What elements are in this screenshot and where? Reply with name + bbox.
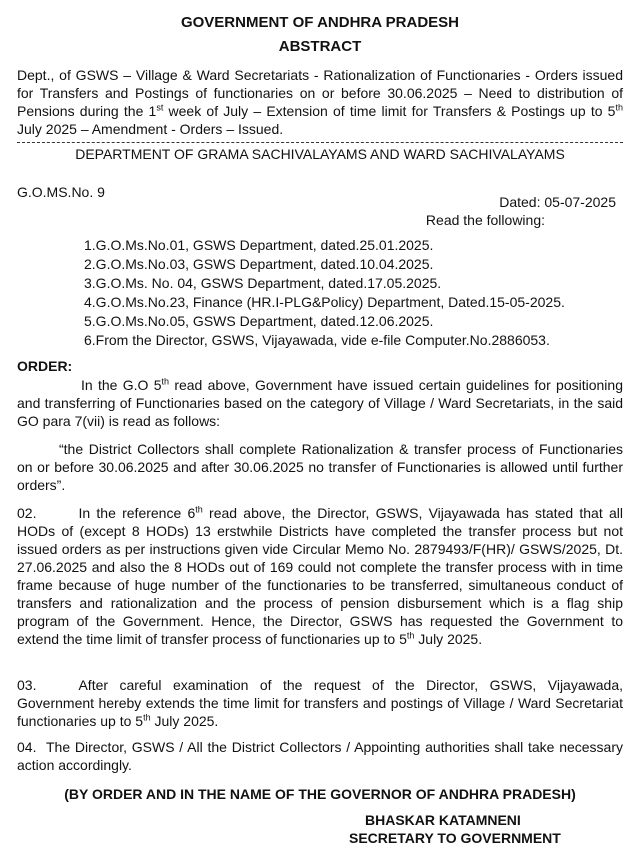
order-heading: ORDER: — [17, 358, 73, 374]
government-heading: GOVERNMENT OF ANDHRA PRADESH — [180, 14, 460, 31]
signatory-name: BHASKAR KATAMNENI — [365, 812, 521, 828]
read-following: Read the following: — [425, 212, 545, 228]
paragraph-3 — [17, 676, 623, 730]
list-item: 3.G.O.Ms. No. 04, GSWS Department, dated.17.05.2025. — [84, 275, 442, 291]
subject-paragraph — [17, 66, 623, 138]
list-item: 5.G.O.Ms.No.05, GSWS Department, dated.12.06.2025. — [84, 313, 434, 329]
paragraph-4 — [17, 738, 623, 774]
para2-text-b: read above, the Director, GSWS, Vijayawada has stated that all HODs of (except 8 HODs) 13 erstwhile Districts have completed the transfer process but not issued orders as per instructions given vide Circular Memo No. 2879493/F(HR)/ GSWS/2025, Dt. 27.06.2025 and also the 8 HODs out of 169 could not complete the transfer process with in time frame because of huge number of the functionaries to be transferred, simultaneous conduct of transfers and rationalization and the process of pension disbursement which is a flag ship program of the Government. Hence, the Director, GSWS has requested the Government to extend the time limit of transfer process of functionaries up to 5 — [17, 505, 623, 647]
department-name: DEPARTMENT OF GRAMA SACHIVALAYAMS AND WARD SACHIVALAYAMS — [75, 146, 565, 162]
para1-sup: th — [161, 376, 170, 387]
go-number: G.O.MS.No. 9 — [17, 184, 105, 200]
by-order-line: (BY ORDER AND IN THE NAME OF THE GOVERNOR OF ANDHRA PRADESH) — [64, 786, 576, 802]
para2-text-a: In the reference 6 — [78, 505, 196, 521]
subject-text-1: Dept., of GSWS – Village & Ward Secretariats - Rationalization of Functionaries - Orders issued for Transfers and Postings of functionaries on or before 30.06.2025 – Need to distribution of Pensions during the 1 — [17, 67, 623, 119]
list-item: 6.From the Director, GSWS, Vijayawada, vide e-file Computer.No.2886053. — [84, 332, 550, 348]
para4-text: The Director, GSWS / All the District Collectors / Appointing authorities shall take necessary action accordingly. — [17, 739, 624, 773]
para1-text-b: read above, Government have issued certain guidelines for positioning and transferring of Functionaries based on the category of Village / Ward Secretariats, in the said GO para 7(vii) is read as follows: — [17, 377, 623, 429]
para1-text-a: In the G.O 5 — [81, 377, 162, 393]
list-item: 4.G.O.Ms.No.23, Finance (HR.I-PLG&Policy) Department, Dated.15-05-2025. — [84, 294, 565, 310]
paragraph-1 — [17, 376, 623, 430]
para2-number: 02. — [17, 505, 37, 521]
subject-sup-1: st — [156, 102, 164, 113]
para2-sup-2: th — [406, 630, 415, 641]
quote-paragraph — [17, 440, 623, 494]
dated-line: Dated: 05-07-2025 — [499, 194, 616, 210]
para2-sup: th — [195, 504, 203, 515]
subject-sup-2: th — [615, 102, 623, 113]
para3-sup: th — [143, 712, 151, 723]
reference-list — [84, 236, 565, 350]
para2-text-c: July 2025. — [414, 631, 483, 647]
para3-text-b: July 2025. — [150, 713, 219, 729]
list-item: 2.G.O.Ms.No.03, GSWS Department, dated.10.04.2025. — [84, 256, 434, 272]
list-item: 1.G.O.Ms.No.01, GSWS Department, dated.25.01.2025. — [84, 237, 434, 253]
dashed-divider — [17, 142, 623, 143]
para3-number: 03. — [17, 677, 37, 693]
subject-text-2: week of July – Extension of time limit for Transfers & Postings up to 5 — [163, 103, 616, 119]
para3-text-a: After careful examination of the request of the Director, GSWS, Vijayawada, Government hereby extends the time limit for transfers and postings of Village / Ward Secretariat functionaries up to 5 — [17, 677, 623, 729]
signatory-designation: SECRETARY TO GOVERNMENT — [349, 830, 561, 846]
para4-number: 04. — [17, 739, 37, 755]
abstract-heading: ABSTRACT — [278, 38, 362, 55]
subject-text-3: July 2025 – Amendment - Orders – Issued. — [17, 121, 284, 137]
quote-text: “the District Collectors shall complete Rationalization & transfer process of Functionaries on or before 30.06.2025 and after 30.06.2025 no transfer of Functionaries is allowed until further orders”. — [17, 441, 623, 493]
paragraph-2 — [17, 504, 623, 648]
